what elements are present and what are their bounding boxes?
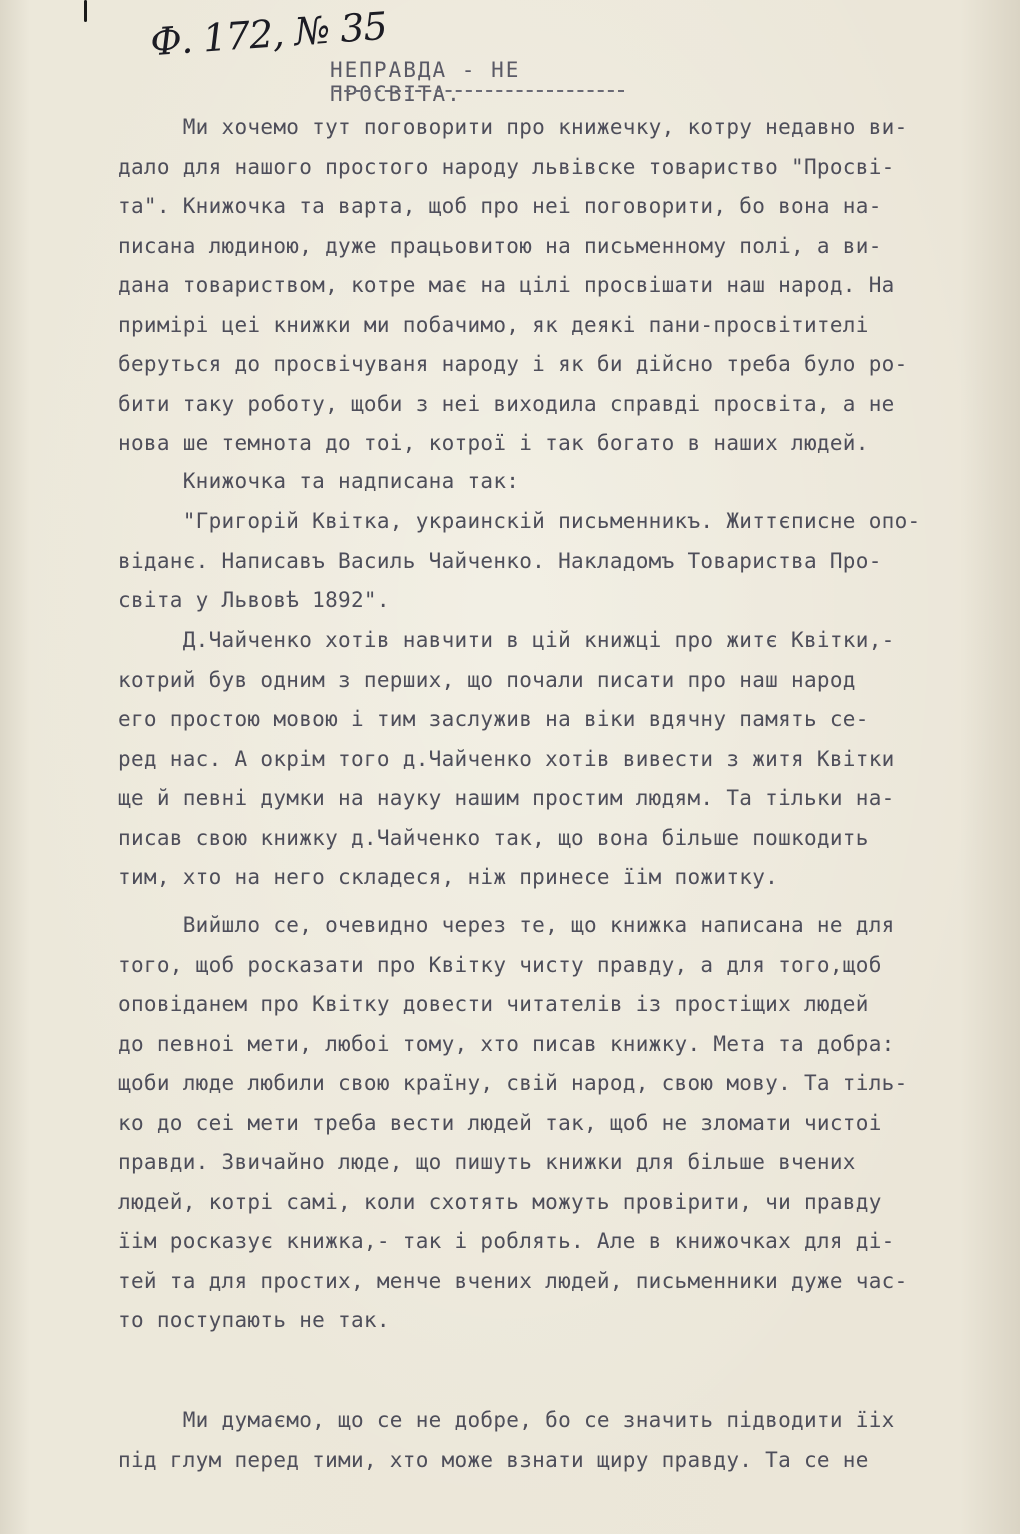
text-line: віданє. Написавъ Василь Чайченко. Накладомъ Товариства Про- (118, 548, 882, 573)
text-line: оповіданем про Квітку довести читателів із простіщих людей (118, 992, 869, 1016)
text-line: нова ше темнота до тоі, котрої і так богато в наших людей. (118, 431, 869, 455)
text-line: тей та для простих, менче вчених людей, письменники дуже час- (118, 1268, 908, 1293)
document-title: НЕПРАВДА - НЕ ПРОСВІТА. (330, 58, 521, 106)
text-line: людей, котрі самі, коли схотять можуть провірити, чи правду (118, 1189, 882, 1214)
text-line: Книжочка та надписана так: (118, 469, 520, 493)
paragraph-1 (118, 108, 988, 464)
text-line: Ми хочемо тут поговорити про книжечку, котру недавно ви- (118, 115, 908, 139)
text-line: то поступають не так. (118, 1308, 390, 1332)
text-line: ко до сеі мети треба вести людей так, щоб не зломати чистоі (118, 1110, 882, 1135)
text-line: бити таку роботу, щоби з неі виходила справді просвіта, а не (118, 391, 895, 416)
text-line: того, щоб росказати про Квітку чисту правду, а для того,щоб (118, 952, 882, 977)
text-line: світа у Львовѣ 1892". (118, 588, 390, 612)
archive-reference: Ф. 172, № 35 (148, 3, 389, 65)
text-line: Ми думаємо, що се не добре, бо се значить підводити їіх (118, 1408, 895, 1432)
text-line: Д.Чайченко хотів навчити в цій книжці про житє Квітки,- (118, 628, 895, 652)
text-line: беруться до просвічуваня народу і як би дійсно треба було ро- (118, 352, 908, 376)
text-line: писав свою книжку д.Чайченко так, що вона більше пошкодить (118, 825, 869, 850)
text-line: писана людиною, дуже працьовитою на письменному полі, а ви- (118, 233, 882, 258)
text-line: правди. Звичайно люде, що пишуть книжки для більше вчених (118, 1150, 856, 1174)
text-line: "Григорій Квітка, украинскій письменникъ. Життєписне опо- (118, 509, 921, 533)
text-line: та". Книжочка та варта, щоб про неі поговорити, бо вона на- (118, 194, 882, 218)
margin-ink-mark (84, 0, 87, 22)
text-line: дана товариством, котре має на цілі просвішати наш народ. На (118, 273, 895, 297)
text-line: его простою мовою і тим заслужив на віки вдячну память се- (118, 707, 869, 731)
paragraph-2 (118, 462, 988, 502)
text-line: тим, хто на него складеся, ніж принесе їім пожитку. (118, 865, 779, 889)
text-line: ред нас. А окрім того д.Чайченко хотів вивести з житя Квітки (118, 746, 895, 771)
paragraph-6 (118, 1401, 988, 1480)
text-line: до певноі мети, любоі тому, хто писав книжку. Мета та добра: (118, 1031, 895, 1056)
text-line: дало для нашого простого народу львівске товариство "Просві- (118, 154, 895, 179)
text-line: Вийшло се, очевидно через те, що книжка написана не для (118, 913, 895, 937)
paragraph-5 (118, 906, 988, 1341)
text-line: щоби люде любили свою країну, свій народ, свою мову. Та тіль- (118, 1071, 908, 1095)
title-underline (334, 90, 624, 92)
paragraph-3-citation (118, 502, 988, 621)
text-line: їім росказує книжка,- так і роблять. Але в книжочках для ді- (118, 1229, 895, 1253)
text-line: під глум перед тими, хто може взнати щиру правду. Та се не (118, 1447, 869, 1472)
paragraph-4 (118, 621, 988, 898)
text-line: примірі цеі книжки ми побачимо, як деякі пани-просвітителі (118, 312, 869, 337)
text-line: ще й певні думки на науку нашим простим людям. Та тільки на- (118, 786, 895, 810)
text-line: котрий був одним з перших, що почали писати про наш народ (118, 667, 856, 692)
